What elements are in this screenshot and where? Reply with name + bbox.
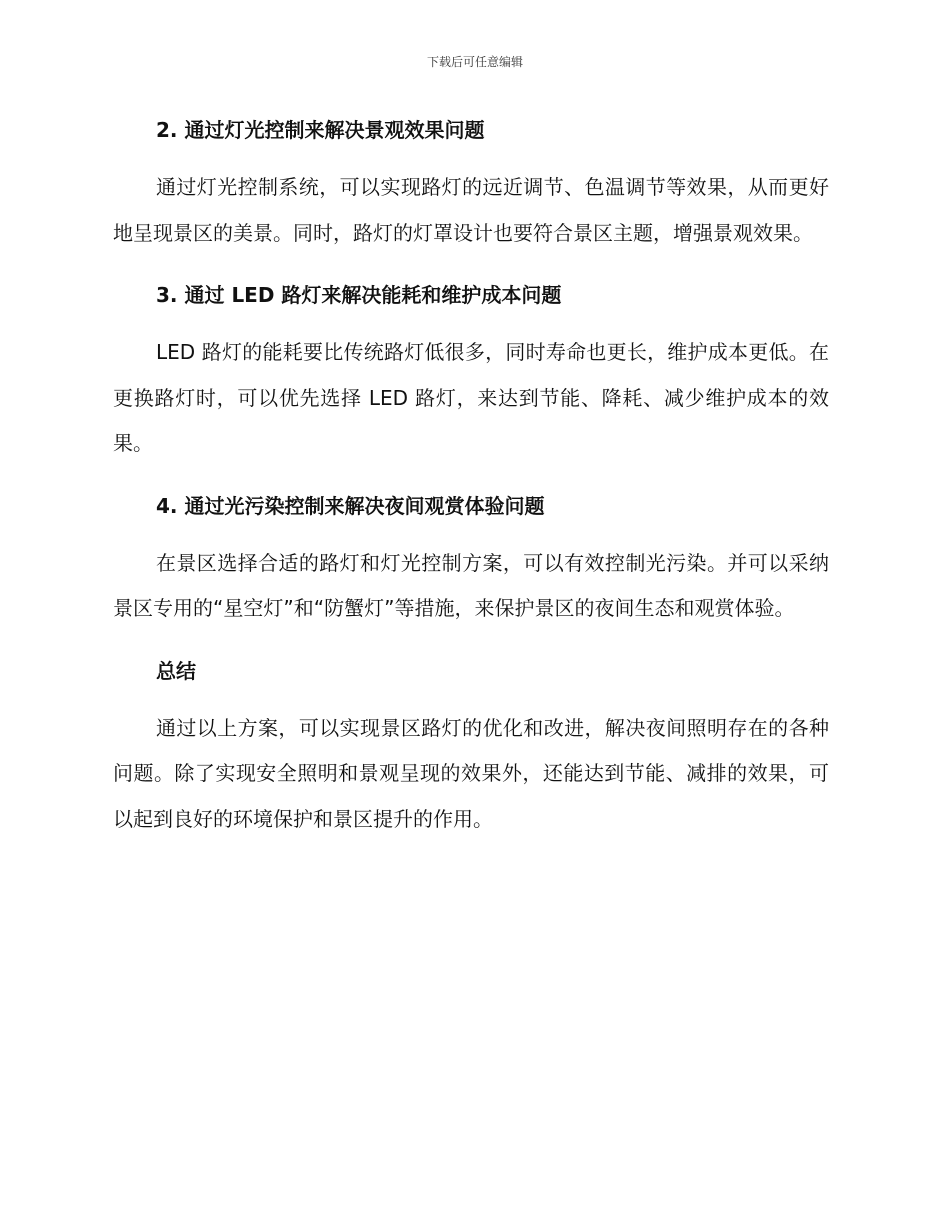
section-paragraph-lighting-control: 通过灯光控制系统，可以实现路灯的远近调节、色温调节等效果，从而更好地呈现景区的美景。同时，路灯的灯罩设计也要符合景区主题，增强景观效果。 — [113, 175, 829, 245]
section-paragraph-summary: 通过以上方案，可以实现景区路灯的优化和改进，解决夜间照明存在的各种问题。除了实现安全照明和景观呈现的效果外，还能达到节能、减排的效果，可以起到良好的环境保护和景区提升的作用。 — [113, 715, 829, 831]
section-heading-light-pollution: 4. 通过光污染控制来解决夜间观赏体验问题 — [156, 493, 545, 518]
section-paragraph-led-lights: LED 路灯的能耗要比传统路灯低很多，同时寿命也更长，维护成本更低。在更换路灯时，可以优先选择 LED 路灯，来达到节能、降耗、减少维护成本的效果。 — [113, 340, 829, 455]
section-heading-led-lights: 3. 通过 LED 路灯来解决能耗和维护成本问题 — [156, 283, 562, 307]
document-body — [113, 108, 829, 842]
section-heading-summary: 总结 — [156, 658, 196, 683]
page-header-note: 下载后可任意编辑 — [426, 55, 523, 69]
section-heading-lighting-control: 2. 通过灯光控制来解决景观效果问题 — [156, 118, 485, 142]
section-paragraph-light-pollution: 在景区选择合适的路灯和灯光控制方案，可以有效控制光污染。并可以采纳景区专用的“星空灯”和“防蟹灯”等措施，来保护景区的夜间生态和观赏体验。 — [113, 550, 829, 620]
